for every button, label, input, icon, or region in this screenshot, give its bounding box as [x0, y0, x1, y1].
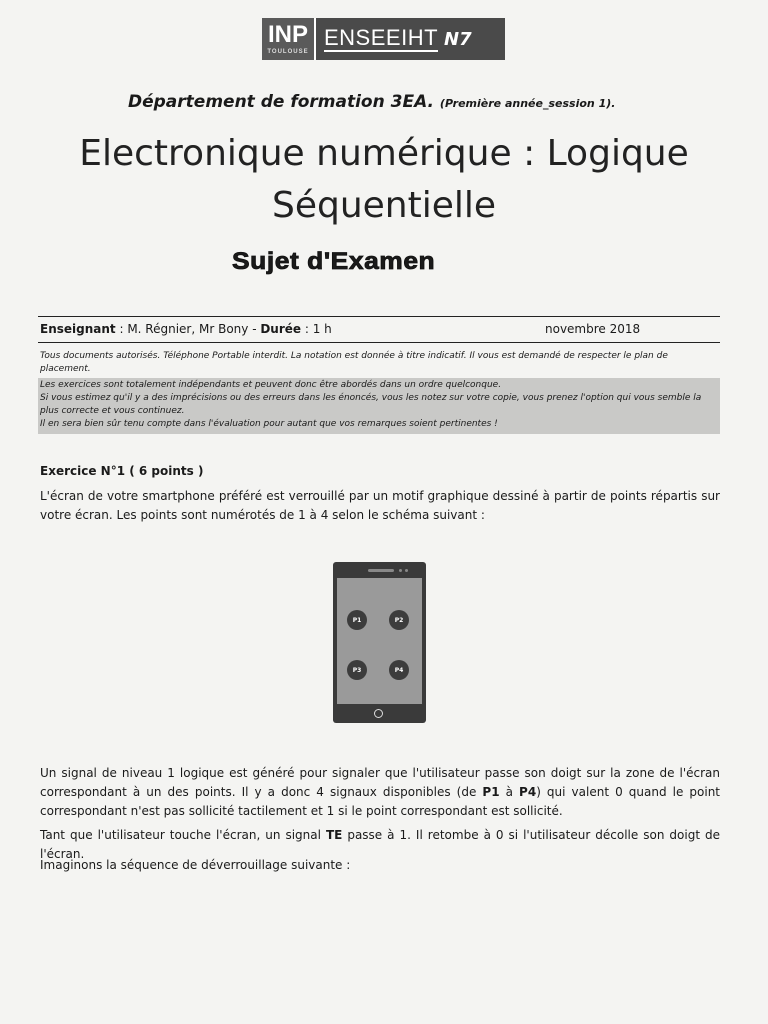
course-title-line1: Electronique numérique : Logique [79, 133, 689, 174]
phone-sensor-dot [399, 569, 402, 572]
phone-speaker [368, 569, 394, 572]
instructions-errors: Si vous estimez qu'il y a des imprécisions ou des erreurs dans les énoncés, vous les notez sur votre copie, vous prenez l'option qui vous semble la plus correcte et vous continuez. [40, 393, 702, 416]
exam-instructions [38, 350, 720, 434]
inp-logo-block [262, 18, 314, 60]
teacher-info-row [40, 322, 720, 340]
point-p3: P3 [347, 660, 367, 680]
logo-divider [314, 18, 316, 60]
n7-logo-mark: N7 [444, 28, 472, 50]
phone-topbar [333, 562, 426, 578]
instructions-independence: Les exercices sont totalement indépendants et peuvent donc être abordés dans un ordre quelconque. [40, 380, 502, 390]
teacher-label: Enseignant [40, 322, 116, 336]
instructions-line: Tous documents autorisés. Téléphone Portable interdit. La notation est donnée à titre indicatif. Il vous est demandé de respecter le plan de placement. [40, 351, 668, 374]
signal-p4: P4 [519, 785, 537, 799]
point-p2: P2 [389, 610, 409, 630]
inp-enseeiht-logo [262, 18, 505, 60]
point-p1: P1 [347, 610, 367, 630]
signal-text-e: ) qui valent 0 quand le point correspondant n'est pas sollicité tactilement et 1 si le point correspondant est sollicité. [40, 785, 720, 818]
inp-logo-subtext: TOULOUSE [267, 49, 309, 55]
phone-home-button [374, 709, 383, 718]
duration-label: Durée [260, 322, 302, 336]
teacher-value: : M. Régnier, Mr Bony - [115, 322, 261, 336]
point-p4: P4 [389, 660, 409, 680]
course-title [40, 128, 728, 232]
te-text-a: Tant que l'utilisateur touche l'écran, un signal [40, 828, 326, 842]
phone-screen [337, 578, 422, 704]
inp-logo-text: INP [267, 21, 308, 48]
exercise-title: Exercice N°1 ( 6 points ) [40, 464, 204, 478]
session-label: (Première année_session 1). [439, 97, 616, 110]
enseeiht-logo-text: ENSEEIHT [324, 26, 438, 52]
signal-p1: P1 [482, 785, 500, 799]
signal-text-c: à [499, 785, 520, 799]
bottom-rule [38, 342, 720, 343]
instructions-shaded-box [38, 378, 720, 434]
department-name: Département de formation 3EA. [128, 92, 434, 112]
top-rule [38, 316, 720, 317]
smartphone-illustration [333, 562, 426, 723]
signal-text-a: Un signal de niveau 1 logique est généré pour signaler que l'utilisateur passe son doigt sur la zone de l'écran correspondant à un des points. Il y a donc 4 signaux disponibles (de [40, 766, 720, 799]
te-signal-name: TE [325, 828, 343, 842]
department-heading [128, 92, 648, 112]
sequence-intro-paragraph: Imaginons la séquence de déverrouillage suivante : [40, 858, 351, 872]
phone-camera-dot [405, 569, 408, 572]
signal-description-paragraph [40, 764, 720, 821]
exercise-intro-paragraph: L'écran de votre smartphone préféré est verrouillé par un motif graphique dessiné à partir de points répartis sur votre écran. Les points sont numérotés de 1 à 4 selon le schéma suivant : [40, 489, 720, 522]
te-text-c: passe à 1. Il retombe à 0 si l'utilisateur décolle son doigt de l'écran. [40, 828, 721, 861]
course-title-line2: Séquentielle [271, 185, 497, 226]
exam-date: novembre 2018 [545, 322, 641, 336]
exam-subject-heading: Sujet d'Examen [232, 248, 436, 275]
duration-value: : 1 h [301, 322, 332, 336]
instructions-evaluation: Il en sera bien sûr tenu compte dans l'évaluation pour autant que vos remarques soient pertinentes ! [40, 419, 498, 429]
